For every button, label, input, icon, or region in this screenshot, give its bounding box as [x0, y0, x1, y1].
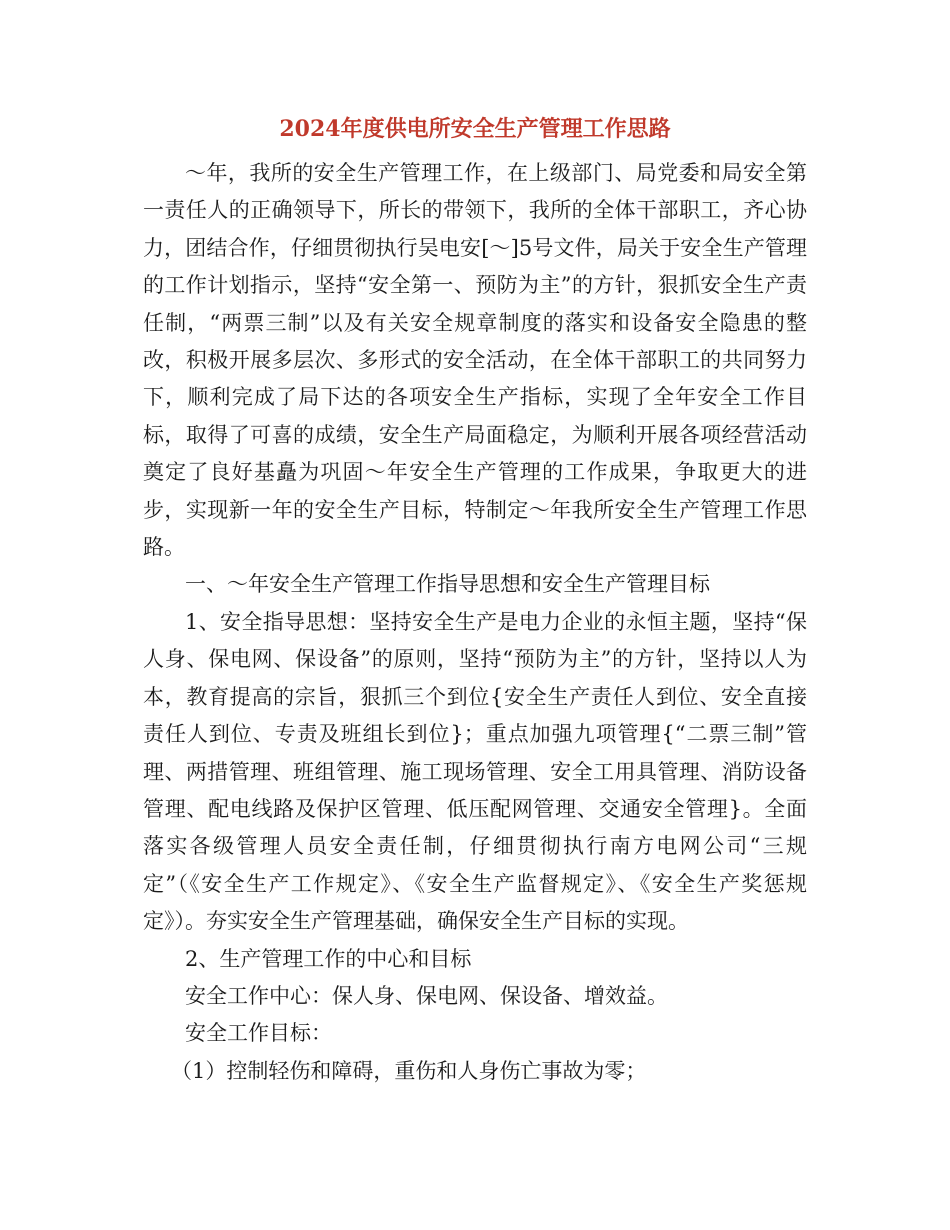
paragraph-work-center: 安全工作中心：保人身、保电网、保设备、增效益。 — [185, 983, 668, 1008]
paragraph-work-goal-label: 安全工作目标： — [185, 1021, 332, 1046]
paragraph-intro: ～年，我所的安全生产管理工作，在上级部门、局党委和局安全第一责任人的正确领导下，所长的带领下，我所的全体干部职工，齐心协力，团结合作，仔细贯彻执行吴电安[～]5号文件，局关于安全生产管理的工作计划指示，坚持“安全第一、预防为主”的方针，狠抓安全生产责任制，“两票三制”以及有关安全规章制度的落实和设备安全隐患的整改，积极开展多层次、多形式的安全活动，在全体干部职工的共同努力下，顺利完成了局下达的各项安全生产指标，实现了全年安全工作目标，取得了可喜的成绩，安全生产局面稳定，为顺利开展各项经营活动奠定了良好基矗为巩固～年安全生产管理的工作成果，争取更大的进步，实现新一年的安全生产目标，特制定～年我所安全生产管理工作思路。 — [143, 161, 807, 560]
paragraph-guiding-thought: 1、安全指导思想：坚持安全生产是电力企业的永恒主题，坚持“保人身、保电网、保设备”的原则，坚持“预防为主”的方针，坚持以人为本，教育提高的宗旨，狠抓三个到位{安全生产责任人到位、安全直接责任人到位、专责及班组长到位}；重点加强九项管理{“二票三制”管理、两措管理、班组管理、施工现场管理、安全工用具管理、消防设备管理、配电线路及保护区管理、低压配网管理、交通安全管理}。全面落实各级管理人员安全责任制，仔细贯彻执行南方电网公司“三规定”（《安全生产工作规定》、《安全生产监督规定》、《安全生产奖惩规定》）。夯实安全生产管理基础，确保安全生产目标的实现。 — [143, 609, 807, 934]
document-title: 2024年度供电所安全生产管理工作思路 — [279, 116, 671, 142]
section-heading-1: 一、～年安全生产管理工作指导思想和安全生产管理目标 — [185, 572, 710, 597]
list-item-goal-1: （1）控制轻伤和障碍，重伤和人身伤亡事故为零； — [171, 1058, 647, 1083]
section-heading-2: 2、生产管理工作的中心和目标 — [185, 946, 472, 971]
document-body — [143, 155, 807, 1090]
